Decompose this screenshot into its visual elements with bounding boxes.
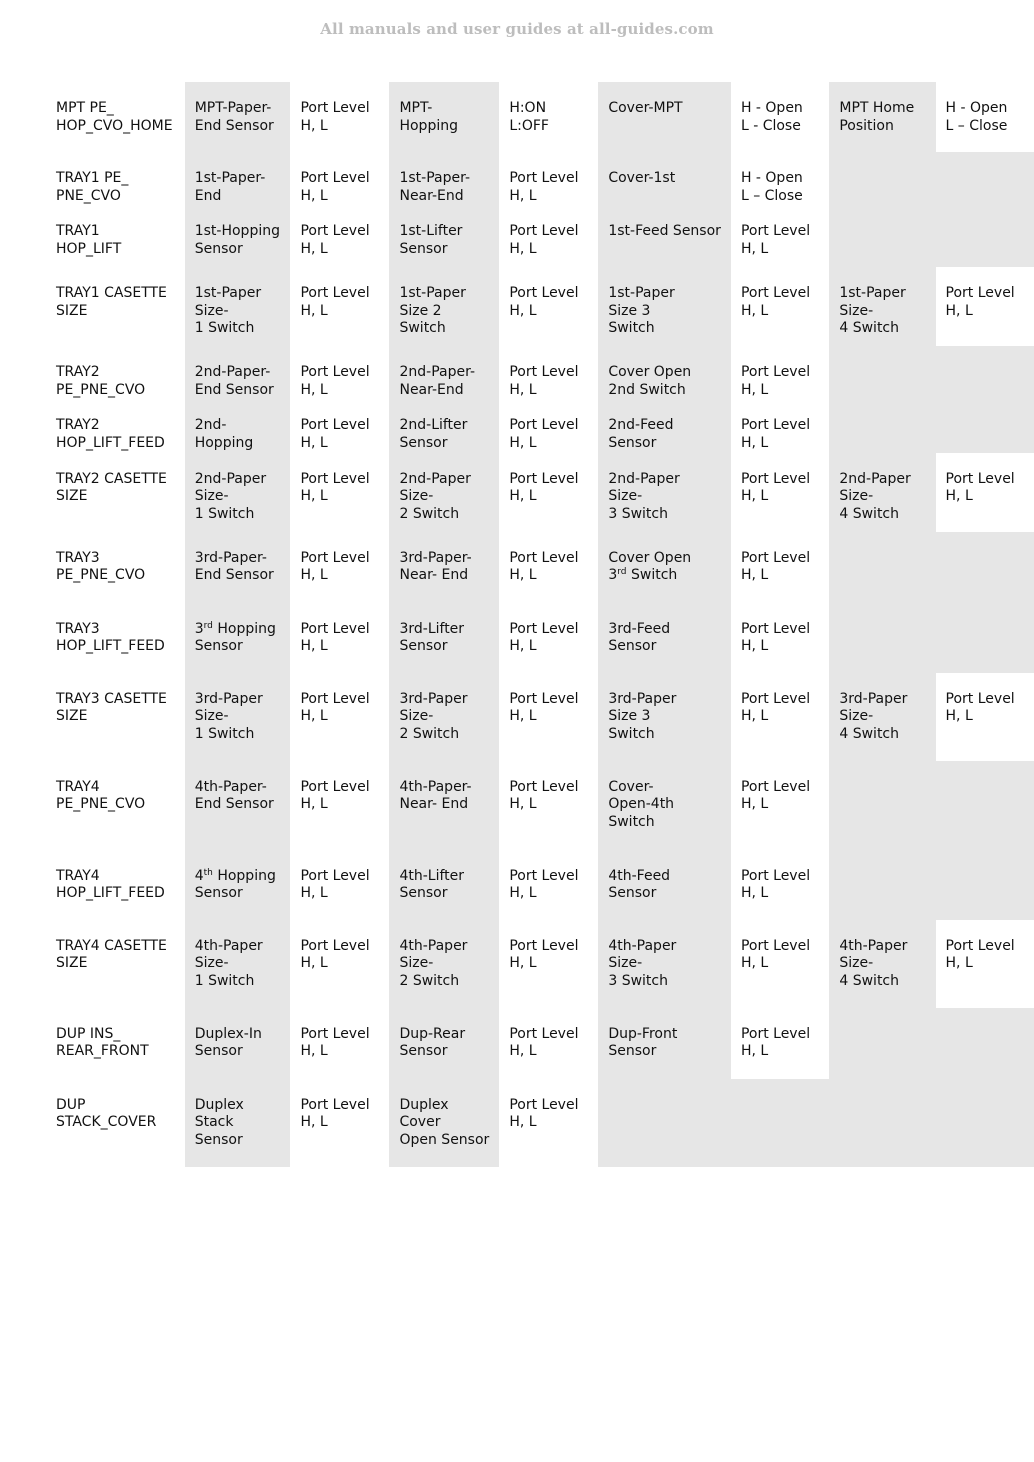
cell-sensor-b: 2nd-Paper Size- 2 Switch: [389, 453, 499, 532]
table-row: [46, 346, 1034, 399]
cell-level-b: Port Level H, L: [499, 920, 598, 1008]
cell-level-a: Port Level H, L: [290, 399, 389, 452]
cell-level-d: Port Level H, L: [936, 267, 1034, 346]
cell-level-d: [936, 850, 1034, 920]
cell-level-d: [936, 205, 1034, 267]
cell-level-c: Port Level H, L: [731, 850, 829, 920]
cell-level-d: H - Open L – Close: [936, 82, 1034, 152]
cell-level-b: H:ON L:OFF: [499, 82, 598, 152]
cell-signal-name: TRAY1 CASETTE SIZE: [46, 267, 185, 346]
table-row: [46, 532, 1034, 603]
cell-sensor-d: [829, 603, 935, 673]
cell-level-b: Port Level H, L: [499, 603, 598, 673]
cell-sensor-c: Dup-Front Sensor: [598, 1008, 731, 1079]
cell-sensor-c: [598, 1079, 731, 1167]
cell-level-c: Port Level H, L: [731, 267, 829, 346]
cell-level-b: Port Level H, L: [499, 399, 598, 452]
cell-signal-name: TRAY1 PE_ PNE_CVO: [46, 152, 185, 205]
cell-sensor-d: [829, 1008, 935, 1079]
cell-sensor-c: Cover-MPT: [598, 82, 731, 152]
table-row: [46, 205, 1034, 267]
cell-level-d: Port Level H, L: [936, 673, 1034, 761]
cell-sensor-b: 4th-Paper- Near- End: [389, 761, 499, 850]
cell-level-a: Port Level H, L: [290, 152, 389, 205]
cell-sensor-c: 2nd-Feed Sensor: [598, 399, 731, 452]
cell-level-d: [936, 1079, 1034, 1167]
cell-sensor-a: 3rd-Paper- End Sensor: [185, 532, 291, 603]
cell-signal-name: TRAY2 CASETTE SIZE: [46, 453, 185, 532]
cell-level-a: Port Level H, L: [290, 920, 389, 1008]
cell-signal-name: TRAY4 CASETTE SIZE: [46, 920, 185, 1008]
cell-level-c: Port Level H, L: [731, 399, 829, 452]
cell-sensor-c: 4th-Feed Sensor: [598, 850, 731, 920]
cell-sensor-a: 1st-Paper- End: [185, 152, 291, 205]
cell-signal-name: TRAY3 HOP_LIFT_FEED: [46, 603, 185, 673]
cell-level-b: Port Level H, L: [499, 1008, 598, 1079]
cell-level-b: Port Level H, L: [499, 761, 598, 850]
cell-level-a: Port Level H, L: [290, 205, 389, 267]
cell-sensor-d: 2nd-Paper Size- 4 Switch: [829, 453, 935, 532]
table-row: [46, 920, 1034, 1008]
cell-level-d: [936, 532, 1034, 603]
cell-sensor-b: 4th-Paper Size- 2 Switch: [389, 920, 499, 1008]
cell-signal-name: TRAY2 PE_PNE_CVO: [46, 346, 185, 399]
cell-sensor-c: Cover-1st: [598, 152, 731, 205]
cell-sensor-b: 2nd-Paper- Near-End: [389, 346, 499, 399]
cell-sensor-c: Cover- Open-4th Switch: [598, 761, 731, 850]
table-row: [46, 399, 1034, 452]
cell-sensor-c: 4th-Paper Size- 3 Switch: [598, 920, 731, 1008]
table-row: [46, 603, 1034, 673]
cell-level-c: Port Level H, L: [731, 920, 829, 1008]
cell-level-c: Port Level H, L: [731, 603, 829, 673]
cell-sensor-a: 2nd-Paper- End Sensor: [185, 346, 291, 399]
cell-signal-name: DUP INS_ REAR_FRONT: [46, 1008, 185, 1079]
cell-level-d: [936, 761, 1034, 850]
cell-level-d: [936, 152, 1034, 205]
cell-level-a: Port Level H, L: [290, 761, 389, 850]
cell-level-b: Port Level H, L: [499, 673, 598, 761]
cell-sensor-d: [829, 532, 935, 603]
cell-sensor-b: 3rd-Paper Size- 2 Switch: [389, 673, 499, 761]
cell-sensor-c: 1st-Paper Size 3 Switch: [598, 267, 731, 346]
cell-signal-name: TRAY1 HOP_LIFT: [46, 205, 185, 267]
cell-sensor-b: Dup-Rear Sensor: [389, 1008, 499, 1079]
cell-sensor-c: 2nd-Paper Size- 3 Switch: [598, 453, 731, 532]
cell-sensor-b: 1st-Paper- Near-End: [389, 152, 499, 205]
cell-sensor-d: [829, 399, 935, 452]
cell-sensor-a: Duplex Stack Sensor: [185, 1079, 291, 1167]
cell-sensor-b: 3rd-Lifter Sensor: [389, 603, 499, 673]
cell-level-b: Port Level H, L: [499, 453, 598, 532]
table-row: [46, 761, 1034, 850]
table-row: [46, 453, 1034, 532]
cell-level-c: Port Level H, L: [731, 1008, 829, 1079]
cell-sensor-a: 2nd- Hopping: [185, 399, 291, 452]
cell-signal-name: TRAY4 PE_PNE_CVO: [46, 761, 185, 850]
watermark: All manuals and user guides at all-guides.com: [320, 20, 714, 38]
cell-sensor-b: 1st-Paper Size 2 Switch: [389, 267, 499, 346]
cell-sensor-b: 4th-Lifter Sensor: [389, 850, 499, 920]
cell-sensor-d: [829, 761, 935, 850]
cell-sensor-c: 1st-Feed Sensor: [598, 205, 731, 267]
cell-sensor-b: MPT- Hopping: [389, 82, 499, 152]
cell-signal-name: DUP STACK_COVER: [46, 1079, 185, 1167]
cell-sensor-d: [829, 205, 935, 267]
cell-level-c: [731, 1079, 829, 1167]
cell-level-c: Port Level H, L: [731, 532, 829, 603]
cell-sensor-d: MPT Home Position: [829, 82, 935, 152]
cell-level-b: Port Level H, L: [499, 346, 598, 399]
cell-level-a: Port Level H, L: [290, 1079, 389, 1167]
table-row: [46, 82, 1034, 152]
cell-level-a: Port Level H, L: [290, 267, 389, 346]
cell-sensor-a: 4th Hopping Sensor: [185, 850, 291, 920]
cell-level-c: Port Level H, L: [731, 761, 829, 850]
cell-level-b: Port Level H, L: [499, 1079, 598, 1167]
cell-level-b: Port Level H, L: [499, 850, 598, 920]
cell-sensor-d: 1st-Paper Size- 4 Switch: [829, 267, 935, 346]
cell-sensor-b: 3rd-Paper- Near- End: [389, 532, 499, 603]
cell-signal-name: MPT PE_ HOP_CVO_HOME: [46, 82, 185, 152]
cell-level-a: Port Level H, L: [290, 346, 389, 399]
cell-sensor-d: 4th-Paper Size- 4 Switch: [829, 920, 935, 1008]
cell-level-c: Port Level H, L: [731, 453, 829, 532]
cell-level-b: Port Level H, L: [499, 205, 598, 267]
cell-sensor-d: [829, 1079, 935, 1167]
cell-level-a: Port Level H, L: [290, 603, 389, 673]
cell-level-a: Port Level H, L: [290, 673, 389, 761]
cell-sensor-a: 2nd-Paper Size- 1 Switch: [185, 453, 291, 532]
cell-sensor-c: Cover Open 3rd Switch: [598, 532, 731, 603]
cell-sensor-a: Duplex-In Sensor: [185, 1008, 291, 1079]
cell-level-a: Port Level H, L: [290, 1008, 389, 1079]
cell-sensor-a: 1st-Hopping Sensor: [185, 205, 291, 267]
table-row: [46, 1008, 1034, 1079]
cell-level-d: Port Level H, L: [936, 453, 1034, 532]
cell-sensor-a: 3rd Hopping Sensor: [185, 603, 291, 673]
cell-sensor-a: MPT-Paper- End Sensor: [185, 82, 291, 152]
cell-level-d: [936, 399, 1034, 452]
cell-sensor-a: 4th-Paper- End Sensor: [185, 761, 291, 850]
cell-sensor-d: [829, 850, 935, 920]
cell-sensor-b: 2nd-Lifter Sensor: [389, 399, 499, 452]
cell-level-a: Port Level H, L: [290, 532, 389, 603]
cell-level-c: Port Level H, L: [731, 205, 829, 267]
cell-level-c: H - Open L – Close: [731, 152, 829, 205]
cell-sensor-c: 3rd-Paper Size 3 Switch: [598, 673, 731, 761]
table-row: [46, 850, 1034, 920]
cell-level-a: Port Level H, L: [290, 850, 389, 920]
cell-sensor-c: Cover Open 2nd Switch: [598, 346, 731, 399]
cell-sensor-a: 4th-Paper Size- 1 Switch: [185, 920, 291, 1008]
cell-level-d: [936, 1008, 1034, 1079]
cell-level-b: Port Level H, L: [499, 532, 598, 603]
cell-level-b: Port Level H, L: [499, 267, 598, 346]
cell-sensor-d: [829, 152, 935, 205]
cell-sensor-b: Duplex Cover Open Sensor: [389, 1079, 499, 1167]
cell-sensor-b: 1st-Lifter Sensor: [389, 205, 499, 267]
cell-signal-name: TRAY3 CASETTE SIZE: [46, 673, 185, 761]
cell-level-b: Port Level H, L: [499, 152, 598, 205]
cell-sensor-a: 1st-Paper Size- 1 Switch: [185, 267, 291, 346]
cell-level-d: Port Level H, L: [936, 920, 1034, 1008]
table-row: [46, 267, 1034, 346]
cell-level-d: [936, 603, 1034, 673]
cell-level-c: Port Level H, L: [731, 673, 829, 761]
cell-sensor-a: 3rd-Paper Size- 1 Switch: [185, 673, 291, 761]
table-row: [46, 152, 1034, 205]
cell-level-c: H - Open L - Close: [731, 82, 829, 152]
cell-sensor-d: 3rd-Paper Size- 4 Switch: [829, 673, 935, 761]
cell-signal-name: TRAY2 HOP_LIFT_FEED: [46, 399, 185, 452]
cell-level-a: Port Level H, L: [290, 82, 389, 152]
cell-level-a: Port Level H, L: [290, 453, 389, 532]
cell-sensor-d: [829, 346, 935, 399]
cell-level-c: Port Level H, L: [731, 346, 829, 399]
table-row: [46, 1079, 1034, 1167]
cell-level-d: [936, 346, 1034, 399]
table-row: [46, 673, 1034, 761]
cell-signal-name: TRAY4 HOP_LIFT_FEED: [46, 850, 185, 920]
cell-signal-name: TRAY3 PE_PNE_CVO: [46, 532, 185, 603]
sensor-signal-table: [46, 82, 1034, 1167]
cell-sensor-c: 3rd-Feed Sensor: [598, 603, 731, 673]
